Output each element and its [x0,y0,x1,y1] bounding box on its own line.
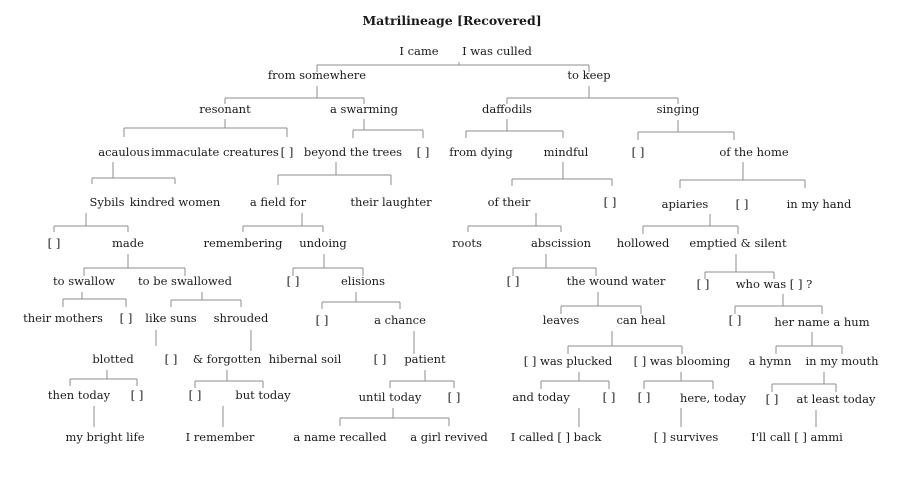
tree-word: then today [47,388,111,402]
tree-word: her name a hum [774,315,870,329]
tree-word: my bright life [65,430,145,444]
tree-words [23,44,879,444]
tree-word: [ ] [286,274,300,288]
tree-word: here, today [679,391,747,405]
tree-branch [468,213,561,232]
tree-word: can heal [616,313,666,327]
tree-word: [ ] [637,390,651,404]
tree-word: like suns [145,311,197,325]
tree-word: [ ] was blooming [633,354,731,368]
tree-word: a name recalled [293,430,387,444]
tree-word: at least today [796,392,876,406]
tree-word: [ ] [315,313,329,327]
tree-word: daffodils [482,102,532,116]
tree-word: made [112,236,144,250]
tree-branch [776,332,842,354]
tree-word: [ ] [506,274,520,288]
tree-word: abscission [530,236,592,250]
tree-word: [ ] [696,277,710,291]
tree-word: [ ] [765,392,779,406]
tree-word: a chance [374,313,426,327]
tree-branch [680,162,805,188]
tree-branch [171,292,241,307]
tree-word: apiaries [661,197,709,211]
tree-word: I came [399,44,439,58]
tree-word: remembering [203,236,283,250]
tree-word: to be swallowed [138,274,232,288]
tree-word: [ ] [602,390,616,404]
tree-branch [293,254,363,276]
tree-word: kindred women [129,195,221,209]
tree-word: hibernal soil [268,352,342,366]
tree-branch [772,372,836,392]
tree-word: their laughter [350,195,432,209]
tree-word: roots [452,236,482,250]
tree-branch [243,213,323,232]
tree-word: I was culled [462,44,532,58]
tree-branch [54,213,128,232]
diagram-title: Matrilineage [Recovered] [362,13,542,28]
tree-word: in my mouth [805,354,879,368]
tree-branch [568,331,682,354]
tree-word: from dying [449,145,513,159]
tree-word: singing [656,102,700,116]
tree-word: acaulous [98,145,150,159]
tree-word: shrouded [213,311,269,325]
tree-branch [512,162,612,186]
tree-branch [340,408,449,426]
tree-word: I remember [185,430,255,444]
tree-branch [92,162,175,184]
tree-word: hollowed [616,236,670,250]
tree-word: blotted [92,352,134,366]
tree-word: [ ] [119,311,133,325]
tree-word: [ ] survives [653,430,719,444]
tree-branch [353,119,423,138]
tree-word: to keep [567,68,611,82]
tree-word: [ ] [280,145,294,159]
tree-word: [ ] [188,388,202,402]
tree-word: beyond the trees [303,145,403,159]
tree-word: a field for [249,195,307,209]
tree-word: [ ] [373,352,387,366]
tree-word: of their [487,195,531,209]
tree-word: to swallow [53,274,115,288]
tree-word: & forgotten [192,352,262,366]
tree-branch [124,119,287,137]
tree-word: in my hand [786,197,852,211]
tree-word: patient [404,352,446,366]
tree-word: [ ] [603,195,617,209]
tree-word: immaculate creatures [151,145,279,159]
tree-branch [513,254,596,276]
tree-branch [322,292,400,309]
tree-branch [466,119,563,138]
tree-word: from somewhere [267,68,367,82]
tree-word: undoing [299,236,347,250]
tree-word: elisions [341,274,385,288]
tree-branch [63,292,126,307]
tree-word: until today [358,390,422,404]
tree-word: mindful [543,145,589,159]
tree-branch [735,294,822,314]
tree-branch [705,254,774,279]
tree-word: and today [512,390,570,404]
tree-word: their mothers [23,311,103,325]
tree-word: [ ] [735,197,749,211]
tree-branch [644,372,713,389]
tree-word: a girl revived [410,430,488,444]
tree-branch [70,370,137,386]
tree-word: but today [235,388,291,402]
tree-word: the wound water [566,274,666,288]
tree-word: [ ] [130,388,144,402]
tree-branch [507,86,678,104]
tree-word: [ ] was plucked [523,354,613,368]
tree-word: [ ] [416,145,430,159]
tree-branch [195,370,263,388]
tree-word: [ ] [47,236,61,250]
tree-branch [390,370,454,388]
tree-branch [84,254,185,276]
tree-branch [278,162,391,185]
tree-word: emptied & silent [689,236,787,250]
tree-branch [561,292,641,314]
tree-word: of the home [719,145,789,159]
tree-word: a hymn [748,354,792,368]
tree-word: [ ] [631,145,645,159]
tree-word: leaves [542,313,580,327]
tree-word: I'll call [ ] ammi [751,430,843,444]
tree-word: [ ] [447,390,461,404]
tree-word: [ ] [164,352,178,366]
tree-word: I called [ ] back [510,430,602,444]
tree-branch [643,214,738,234]
tree-word: Sybils [89,195,125,209]
tree-branch [638,120,734,140]
tree-word: who was [ ] ? [735,277,813,291]
tree-word: a swarming [330,102,398,116]
tree-word: resonant [199,102,251,116]
tree-branch [541,372,609,389]
tree-word: [ ] [728,313,742,327]
